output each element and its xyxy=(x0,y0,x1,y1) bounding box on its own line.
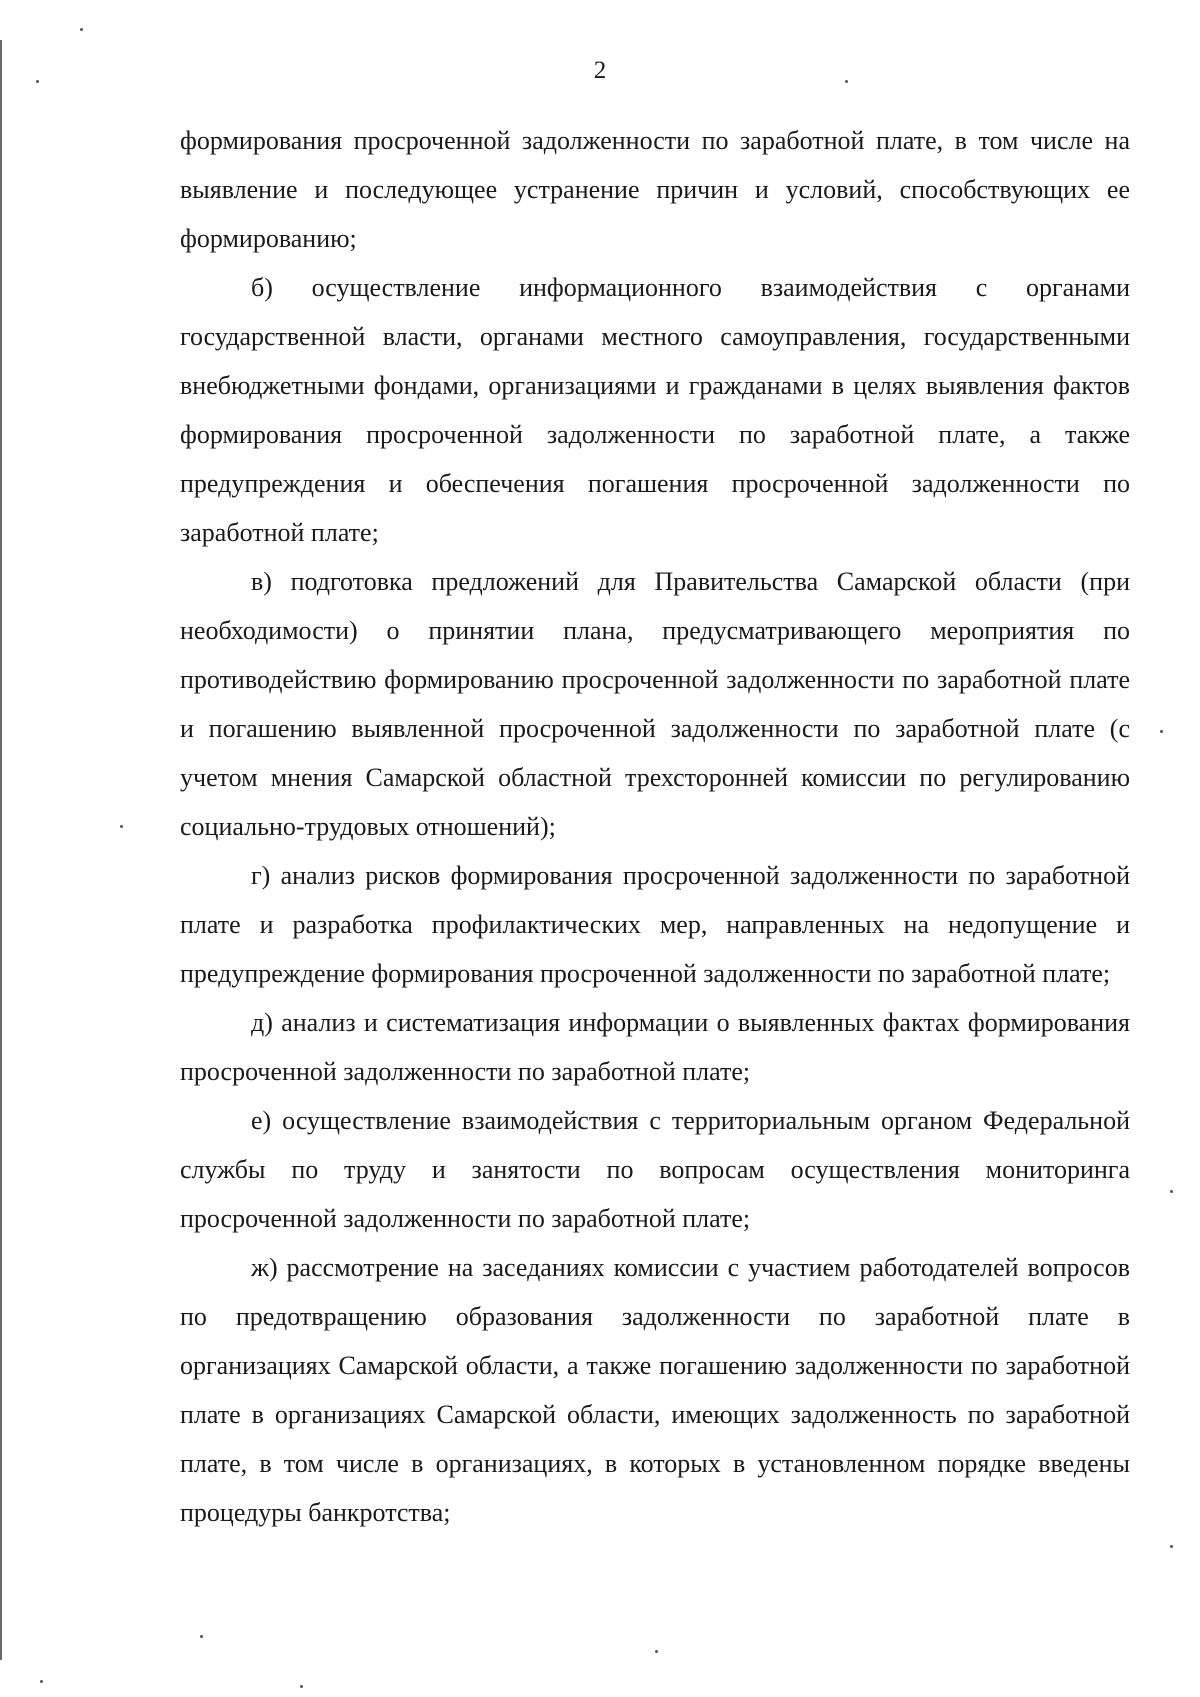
scan-speck xyxy=(40,1680,43,1683)
paragraph-continuation: формирования просроченной задолженности по заработной плате, в том числе на выявление и последующее устранение причин и условий, способствующих ее формированию; xyxy=(180,126,1130,253)
paragraph-item-d: д) анализ и систематизация информации о выявленных фактах формирования просроченной задолженности по заработной плате; xyxy=(180,1008,1130,1086)
paragraph-item-g: г) анализ рисков формирования просроченной задолженности по заработной плате и разработка профилактических мер, направленных на недопущение и предупреждение формирования просроченной задолженности по заработной плате; xyxy=(180,861,1130,988)
scan-speck xyxy=(200,1635,203,1638)
scan-speck xyxy=(80,28,83,31)
scan-left-edge xyxy=(0,40,2,1660)
scan-speck xyxy=(655,1650,658,1653)
paragraph-item-b: б) осуществление информационного взаимодействия с органами государственной власти, органами местного самоуправления, государственными внебюджетными фондами, организациями и гражданами в целях выявления фактов формирования просроченной задолженности по заработной плате, а также предупреждения и обеспечения погашения просроченной задолженности по заработной плате; xyxy=(180,273,1130,547)
paragraph-item-zh: ж) рассмотрение на заседаниях комиссии с участием работодателей вопросов по предотвращению образования задолженности по заработной плате в организациях Самарской области, а также погашению задолженности по заработной плате в организациях Самарской области, имеющих задолженность по заработной плате, в том числе в организациях, в которых в установленном порядке введены процедуры банкротства; xyxy=(180,1253,1130,1527)
page-number: 2 xyxy=(593,57,607,84)
paragraph-item-e: е) осуществление взаимодействия с территориальным органом Федеральной службы по труду и занятости по вопросам осуществления мониторинга просроченной задолженности по заработной плате; xyxy=(180,1106,1130,1233)
scan-speck xyxy=(1170,1545,1173,1548)
document-body xyxy=(180,116,1130,1537)
scan-speck xyxy=(300,1685,303,1688)
scan-speck xyxy=(120,825,123,828)
paragraph-item-v: в) подготовка предложений для Правительства Самарской области (при необходимости) о принятии плана, предусматривающего мероприятия по противодействию формированию просроченной задолженности по заработной плате и погашению выявленной просроченной задолженности по заработной плате (с учетом мнения Самарской областной трехсторонней комиссии по регулированию социально-трудовых отношений); xyxy=(180,567,1130,841)
scan-speck xyxy=(1160,730,1163,733)
scan-speck xyxy=(1170,1190,1173,1193)
